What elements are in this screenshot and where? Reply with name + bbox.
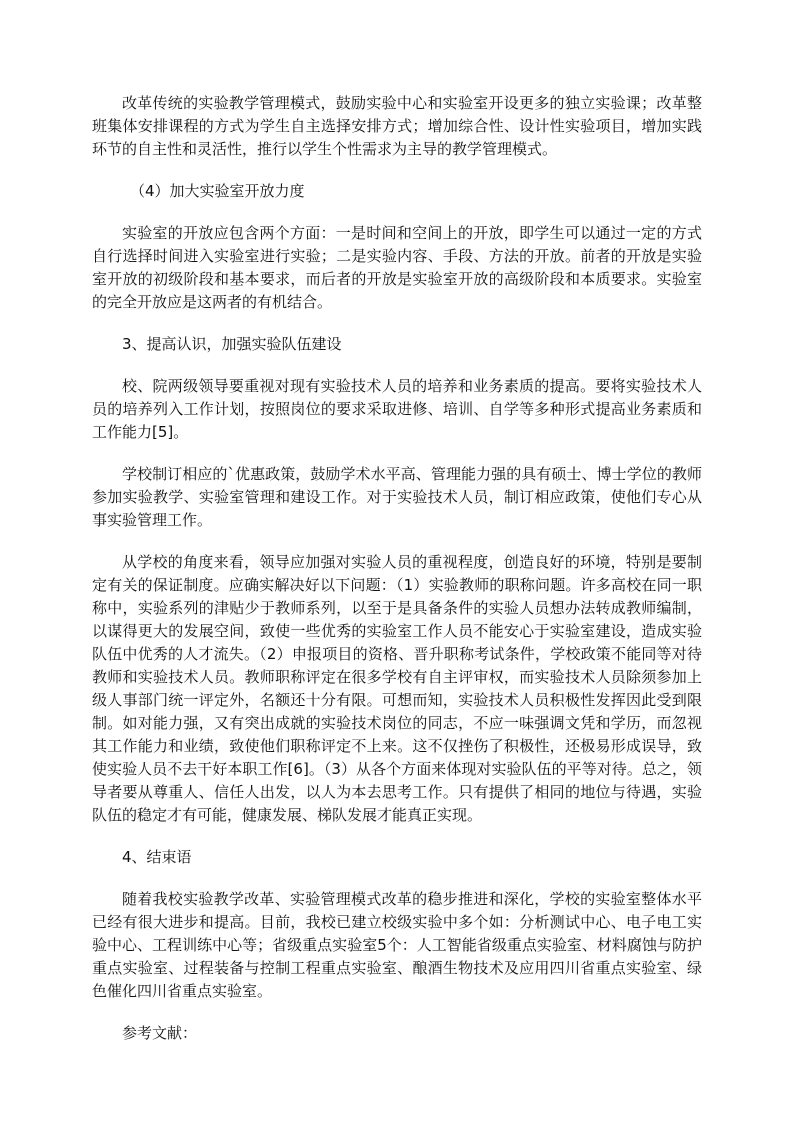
paragraph-gap <box>92 869 702 888</box>
paragraph-gap <box>92 1003 702 1022</box>
paragraph-policy: 学校制订相应的`优惠政策，鼓励学术水平高、管理能力强的具有硕士、博士学位的教师参加实验教学、实验室管理和建设工作。对于实验技术人员，制订相应政策，使他们专心从事实验管理工作。 <box>92 465 702 529</box>
paragraph-gap <box>92 444 702 463</box>
heading-team-building: 3、提高认识，加强实验队伍建设 <box>122 335 342 353</box>
paragraph-gap <box>92 827 702 846</box>
paragraph-conclusion: 随着我校实验教学改革、实验管理模式改革的稳步推进和深化，学校的实验室整体水平已经有很大进步和提高。目前，我校已建立校级实验中多个如：分析测试中心、电子电工实验中心、工程训练中心等；省级重点实验室5个：人工智能省级重点实验室、材料腐蚀与防护重点实验室、过程装备与控制工程重点实验室、酿酒生物技术及应用四川省重点实验室、绿色催化四川省重点实验室。 <box>92 890 702 1000</box>
paragraph-lab-opening: 实验室的开放应包含两个方面：一是时间和空间上的开放，即学生可以通过一定的方式自行选择时间进入实验室进行实验；二是实验内容、手段、方法的开放。前者的开放是实验室开放的初级阶段和基本要求，而后者的开放是实验室开放的高级阶段和本质要求。实验室的完全开放应是这两者的有机结合。 <box>92 224 702 311</box>
heading-conclusion: 4、结束语 <box>122 848 192 866</box>
heading-references: 参考文献： <box>122 1024 198 1042</box>
heading-open-lab: （4）加大实验室开放力度 <box>130 182 305 200</box>
paragraph-gap <box>92 356 702 375</box>
paragraph-staff-training: 校、院两级领导要重视对现有实验技术人员的培养和业务素质的提高。要将实验技术人员的培养列入工作计划，按照岗位的要求采取进修、培训、自学等多种形式提高业务素质和工作能力[5]。 <box>92 377 702 441</box>
paragraph-gap <box>92 532 702 551</box>
paragraph-gap <box>92 314 702 333</box>
paragraph-gap <box>92 203 702 222</box>
paragraph-gap <box>92 161 702 180</box>
document-page <box>92 92 702 1045</box>
paragraph-reform-teaching: 改革传统的实验教学管理模式，鼓励实验中心和实验室开设更多的独立实验课；改革整班集体安排课程的方式为学生自主选择安排方式；增加综合性、设计性实验项目，增加实践环节的自主性和灵活性，推行以学生个性需求为主导的教学管理模式。 <box>92 94 702 158</box>
paragraph-school-perspective: 从学校的角度来看，领导应加强对实验人员的重视程度，创造良好的环境，特别是要制定有关的保证制度。应确实解决好以下问题：（1）实验教师的职称问题。许多高校在同一职称中，实验系列的津贴少于教师系列，以至于是具备条件的实验人员想办法转成教师编制，以谋得更大的发展空间，致使一些优秀的实验室工作人员不能安心于实验室建设，造成实验队伍中优秀的人才流失。（2）申报项目的资格、晋升职称考试条件，学校政策不能同等对待教师和实验技术人员。教师职称评定在很多学校有自主评审权，而实验技术人员除须参加上级人事部门统一评定外，名额还十分有限。可想而知，实验技术人员积极性发挥因此受到限制。如对能力强，又有突出成就的实验技术岗位的同志，不应一味强调文凭和学历，而忽视其工作能力和业绩，致使他们职称评定不上来。这不仅挫伤了积极性，还极易形成误导，致使实验人员不去干好本职工作[6]。（3）从各个方面来体现对实验队伍的平等对待。总之，领导者要从尊重人、信任人出发，以人为本去思考工作。只有提供了相同的地位与待遇，实验队伍的稳定才有可能，健康发展、梯队发展才能真正实现。 <box>92 553 702 824</box>
